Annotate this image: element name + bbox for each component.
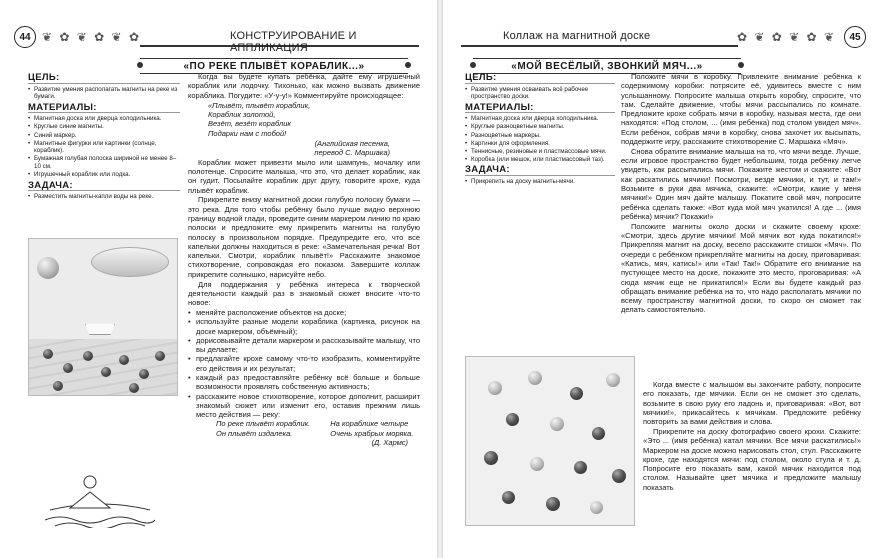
drop-magnet <box>53 381 63 391</box>
leaf-ornament-icon: ❦ ✿ ❦ ✿ ❦ ✿ <box>42 30 141 44</box>
poem-credit: (Английская песенка, перевод С. Маршака) <box>314 139 390 158</box>
materials-heading: МАТЕРИАЛЫ: <box>28 101 97 113</box>
ball-magnet <box>546 497 560 511</box>
drop-magnet <box>139 369 149 379</box>
paragraph: Кораблик может привезти мыло или шампунь, мочалку или полотенце. Спросите малыша, что это, что делает кораблик, как он гудит. Посылайте кораблик друг другу, говорите крохе, куда плывёт кораблик. <box>188 157 420 195</box>
goal-item: • Развитие умения располагать магниты на реке из бумаги. <box>28 86 180 101</box>
left-page <box>0 0 437 558</box>
material-item: • Магнитные фигурки или картинки (солнце, кораблик). <box>28 140 180 155</box>
leaf-ornament-icon: ✿ ❦ ✿ ❦ ✿ ❦ <box>737 30 836 44</box>
paragraph: Для поддержания у ребёнка интереса к творческой деятельности каждый раз в знакомый сюжет вносите что-то новое: <box>188 279 420 308</box>
paragraph: Положите мячи в коробку. Привлеките внимание ребёнка к содержимому коробки: потрясите её, удивитесь вместе с ним услышанному. Попросите малыша открыть коробку, спросите, что там. Сделайте движение, чтобы мячи рассыпались по комнате. Предложите крохе собрать мячи в коробку, называя места, где они находятся: «Под столом, ... (имя ребёнка) под столом увидел мяч». Если ребёнок, собрав мячи в коробку, снова захочет их высыпать, поддержите игру, расскажите стихотворение С. Маршака «Мяч». <box>621 72 861 147</box>
paragraph: Прикрепите внизу магнитной доски голубую полоску бумаги — это река. Для того чтобы ребёнку было лучше видно верхнюю границу водной глади, проведите синим маркером линию по краю полоски и предложите ему прикрепить магниты на голубую полоску в произвольном порядке. Предупредите его, что все капельки должны находиться в реке: «Замечательная речка! Вот капельки. Смотри, кораблик плывёт!» Расскажите знакомое стихотворение, сопровождая его показом. Завершите коллаж прикрепите солнышко, нарисуйте небо. <box>188 195 420 279</box>
task-list <box>465 175 615 186</box>
goal-list <box>465 83 615 101</box>
ball-magnet <box>590 501 603 514</box>
ball-magnet <box>574 461 587 474</box>
task-heading: ЗАДАЧА: <box>28 179 73 191</box>
goal-item: • Развитие умения осваивать всё рабочее пространство доски. <box>465 86 615 101</box>
ball-magnet <box>606 373 620 387</box>
goal-list <box>28 83 180 101</box>
bullet-item: • дорисовывайте детали маркером и рассказывайте малышу, что вы делаете; <box>188 336 420 355</box>
ball-magnet <box>506 413 519 426</box>
drop-magnet <box>119 355 129 365</box>
task-heading: ЗАДАЧА: <box>465 164 510 176</box>
section-title-right: «МОЙ ВЕСЁЛЫЙ, ЗВОНКИЙ МЯЧ...» <box>473 58 741 74</box>
page-number-left: 44 <box>14 26 36 48</box>
ball-magnet <box>530 457 544 471</box>
paper-boat-shape <box>85 319 115 335</box>
goal-heading: ЦЕЛЬ: <box>465 72 497 83</box>
bullet-item: • используйте разные модели кораблика (картинка, рисунок на доске маркером, объёмный); <box>188 317 420 336</box>
poem: «Плывёт, плывёт кораблик, Кораблик золотой, Везёт, везёт кораблик Подарки нам с тобой! <box>208 100 311 138</box>
paragraph: Когда вы будете купать ребёнка, дайте ему игрушечный кораблик или лодочку. Тихонько, как можно вызвать движение кораблика. Погудите: «У-у-у!» Комментируйте происходящее: <box>188 72 420 100</box>
header-title-right: Коллаж на магнитной доске <box>503 30 651 42</box>
material-item: • Синий маркер. <box>28 132 180 140</box>
drop-magnet <box>101 367 111 377</box>
material-item: • Магнитная доска или дверца холодильника. <box>465 115 615 123</box>
sidebar-left <box>28 72 180 204</box>
materials-list <box>28 112 180 178</box>
drop-magnet <box>63 363 73 373</box>
magnet-balls-photo <box>465 356 635 526</box>
ball-magnet <box>528 371 542 385</box>
boat-doodle-icon <box>40 468 160 528</box>
material-item: • Картинки для оформления. <box>465 140 615 148</box>
ball-magnet <box>592 427 605 440</box>
page-number-right: 45 <box>844 26 866 48</box>
material-item: • Разноцветные маркеры. <box>465 132 615 140</box>
material-item: • Теннисные, резиновые и пластмассовые мячи. <box>465 148 615 156</box>
task-item: • Разместить магниты-капли воды на реке. <box>28 193 180 201</box>
paragraph: Положите магниты около доски и скажите своему крохе: «Смотри, здесь другие мячики! Мой мячик вот куда покатился!» Прикрепляя магнит на доску, весело расскажите стишок «Мяч». По очереди с ребёнком прикрепляйте магниты на доску, приговаривая: «Катись, мяч, катись!» или «Так! Так!» Обратите его внимание на пустующее место на доске, покажите это место, проговаривая: «А сюда мячик еще не прикатился!» Если вы будете каждый раз обращать внимание ребёнка на то, что надо располагать мячики по всему пространству магнитной доски, то скоро он сможет так делать самостоятельно. <box>621 221 861 315</box>
header-rule <box>461 45 738 47</box>
material-item: • Игрушечный кораблик или лодка. <box>28 171 180 179</box>
right-header <box>443 26 880 50</box>
paragraph: Прикрепите на доску фотографию своего крохи. Скажите: «Это ... (имя ребёнка) катал мячики. Все мячи раскатились!» Маркером на доске можно нарисовать стол, стул. Расскажите крохе, где находятся мячи: под столом, около стула и т. д. Попросите его показать вам, какой мячик находится под столом. Называйте цвет мячика и предложите малышу показать <box>643 426 861 492</box>
section-title-left: «ПО РЕКЕ ПЛЫВЁТ КОРАБЛИК...» <box>140 58 408 74</box>
ball-magnet <box>612 469 626 483</box>
material-item: • Бумажная голубая полоска шириной не менее 8–10 см. <box>28 155 180 170</box>
sun-magnet <box>37 257 59 279</box>
river-collage-photo <box>28 238 178 396</box>
left-header <box>0 26 437 54</box>
ball-magnet <box>570 387 583 400</box>
drop-magnet <box>155 351 165 361</box>
ball-magnet <box>550 417 564 431</box>
header-title-left: КОНСТРУИРОВАНИЕ И АППЛИКАЦИЯ <box>230 30 357 54</box>
task-list <box>28 190 180 201</box>
bullet-item: • расскажите новое стихотворение, которое дополнит, расширит знакомый сюжет или изменит его, оставив прежним лишь место действия — реку: <box>188 392 420 420</box>
poem-credit: (Д. Хармс) <box>371 438 408 448</box>
sidebar-right <box>465 72 615 189</box>
drop-magnet <box>43 349 53 359</box>
ball-magnet <box>488 381 502 395</box>
task-item: • Прикрепить на доску магниты-мячи. <box>465 178 615 186</box>
material-item: • Коробка (или мешок, или пластмассовый таз). <box>465 156 615 164</box>
materials-heading: МАТЕРИАЛЫ: <box>465 101 534 113</box>
ball-magnet <box>502 491 515 504</box>
drop-magnet <box>83 351 93 361</box>
poem-two-columns: По реке плывёт кораблик. Он плывёт издалека. На кораблике четыре Очень храбрых моряка. <box>216 419 414 438</box>
body-text-right-top <box>621 72 861 315</box>
material-item: • Круглые синие магниты. <box>28 123 180 131</box>
right-page <box>443 0 880 558</box>
body-text-left <box>188 72 420 447</box>
material-item: • Магнитная доска или дверца холодильника. <box>28 115 180 123</box>
body-text-right-bottom <box>643 380 861 493</box>
paragraph: Когда вместе с малышом вы закончите работу, попросите его показать, где мячики. Если он не сможет это сделать, возьмите в свою руку его ладонь и, приговаривая: «Вот, вот мячики!», прикасайтесь к мячикам. Предложите ребёнку повторить за вами действия и слова. <box>643 380 861 427</box>
materials-list <box>465 112 615 163</box>
drop-magnet <box>129 383 139 393</box>
material-item: • Круглые разноцветные магниты. <box>465 123 615 131</box>
bullet-item: • каждый раз предоставляйте ребёнку всё больше и больше возможности проявлять собственную активность; <box>188 373 420 392</box>
paragraph: Снова обратите внимание малыша на то, что мячи везде. Лучше, если игровое пространство будет небольшим, тогда ребёнку легче увидеть, как рассыпались мячи. Покажите жестом и скажите: «Вот как раскатились мячики! Посмотри, везде мячики, и тут, и там!» Возьмите в руки два мячика, скажите: «Смотри, какие у меня мячики!» Один мяч дайте малышу. Покатите свой мяч, попросите ребёнка сделать также: «Вот куда мой мяч укатился! А где ... (имя ребёнка) мячик? Покажи!» <box>621 146 861 221</box>
goal-heading: ЦЕЛЬ: <box>28 72 60 83</box>
ball-magnet <box>484 451 498 465</box>
bullet-item: • меняйте расположение объектов на доске; <box>188 308 420 317</box>
bullet-item: • предлагайте крохе самому что-то изобразить, комментируйте его действия и их результат; <box>188 354 420 373</box>
cloud-shape <box>91 247 169 277</box>
